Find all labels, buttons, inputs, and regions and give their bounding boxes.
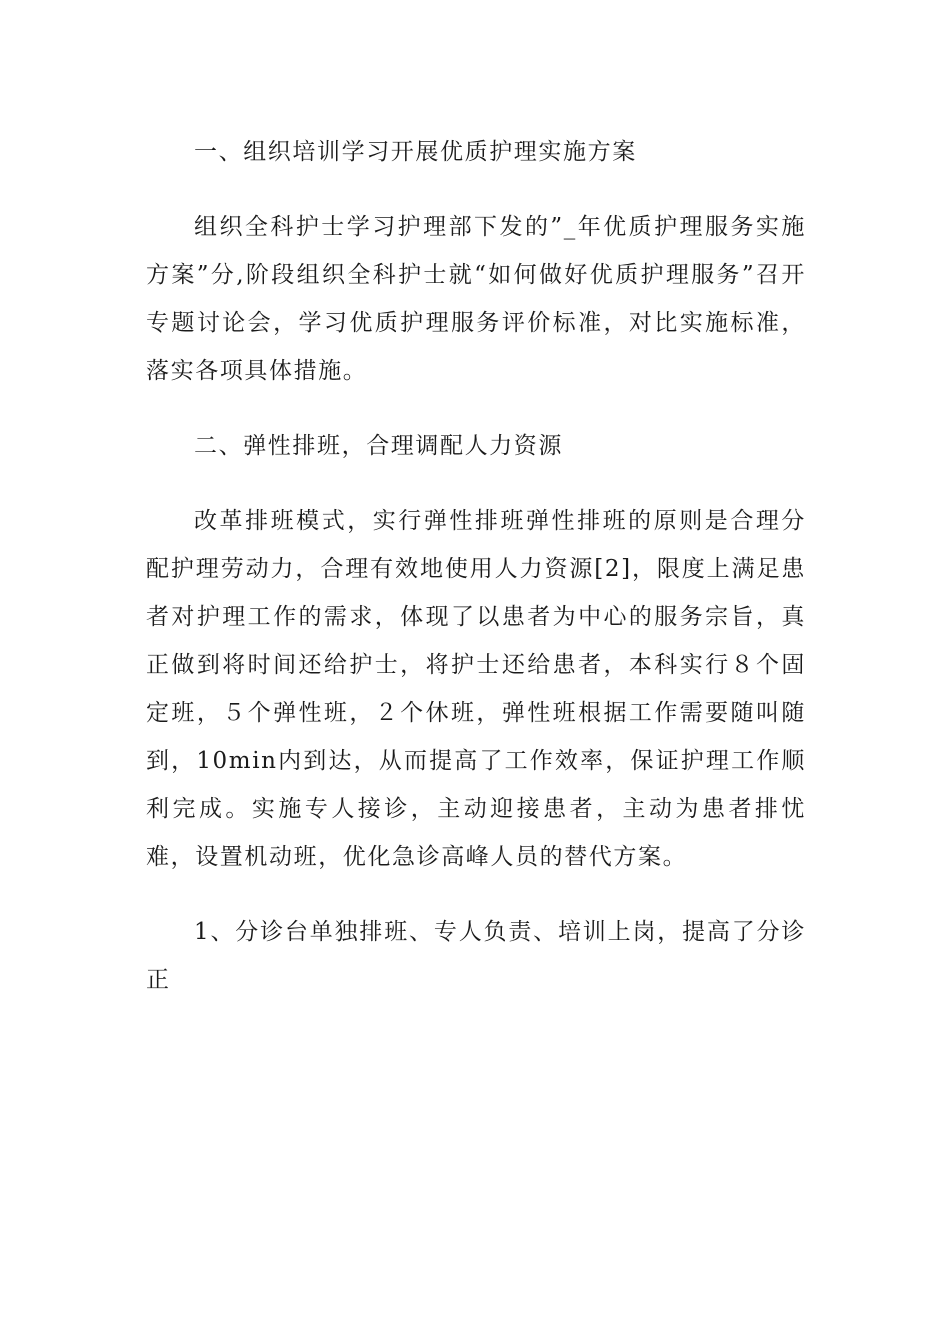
section-heading-1: 一、组织培训学习开展优质护理实施方案 [194, 139, 637, 165]
section-heading-2: 二、弹性排班，合理调配人力资源 [194, 433, 563, 459]
document-body [146, 128, 806, 1031]
paragraph-scheduling: 改革排班模式，实行弹性排班弹性排班的原则是合理分配护理劳动力，合理有效地使用人力资源[2]，限度上满足患者对护理工作的需求，体现了以患者为中心的服务宗旨，真正做到将时间还给护士，将护士还给患者，本科实行８个固定班，５个弹性班，２个休班，弹性班根据工作需要随叫随到，10min内到达，从而提高了工作效率，保证护理工作顺利完成。实施专人接诊，主动迎接患者，主动为患者排忧难，设置机动班，优化急诊高峰人员的替代方案。 [146, 508, 806, 870]
paragraph-training: 组织全科护士学习护理部下发的”_年优质护理服务实施方案”分,阶段组织全科护士就“如何做好优质护理服务”召开专题讨论会，学习优质护理服务评价标准，对比实施标准，落实各项具体措施。 [146, 214, 806, 384]
paragraph-triage: 1、分诊台单独排班、专人负责、培训上岗，提高了分诊正 [146, 919, 806, 993]
